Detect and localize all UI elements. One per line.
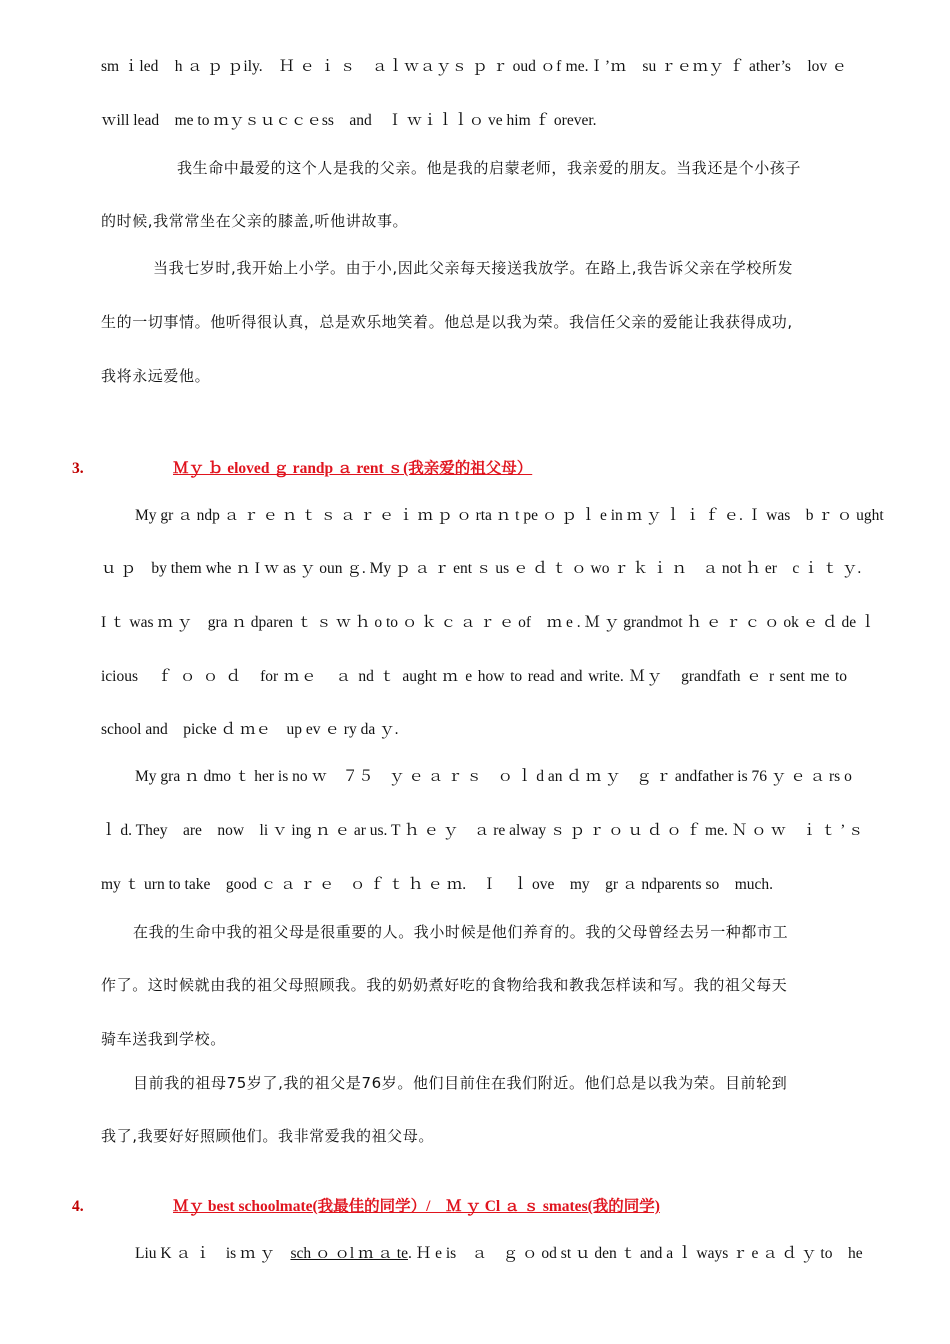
section-title-schoolmate: Ｍｙ best schoolmate(我最佳的同学）/ Ｍ ｙ Cl ａ ｓ smates(我的同学) <box>173 1198 660 1215</box>
essay-father-chinese-line: 我生命中最爱的这个人是我的父亲。他是我的启蒙老师，我亲爱的朋友。当我还是个小孩子 <box>177 159 802 177</box>
essay-grandparents-english-line: I ｔ was ｍ ｙ gra ｎ dparen ｔ ｓ ｗ ｈ o to ｏ ｋ ｃ ａ ｒ ｅ of ｍ e . Ｍ ｙ grandmot ｈ ｅ ｒ ｃ ｏ ok ｅ ｄ de ｌ <box>101 614 876 631</box>
essay-father-english-line: sm ｉled h ａ ｐ ｐily. Ｈ ｅ ｉ ｓ ａｌｗａｙｓ ｐ ｒ oud ｏf me.Ｉ’ｍ su ｒｅｍｙ ｆ ather’s lov ｅ <box>101 58 847 75</box>
essay-grandparents-english-line: my ｔ urn to take good ｃ ａ ｒ ｅ ｏ ｆ ｔ ｈ ｅ ｍ. Ｉ ｌ ove my gr ａ ndparents so much. <box>101 876 774 893</box>
essay-grandparents-chinese-line: 骑车送我到学校。 <box>101 1030 226 1048</box>
essay-grandparents-english-line: My gra ｎ dmo ｔ her is no ｗ ７５ ｙ ｅ ａ ｒ ｓ ｏ ｌ d an ｄ ｍ ｙ ｇ ｒ andfather is 76 ｙ ｅ ａ rs o <box>135 768 852 785</box>
underlined-word: sch ｏ ｏl ｍ ａ te <box>290 1245 408 1262</box>
essay-father-english-line: ｗill lead me to ｍｙｓｕｃｃｅss and Ｉ ｗｉｌｌｏ ve him ｆ orever. <box>101 112 597 129</box>
essay-grandparents-chinese-line: 目前我的祖母75岁了,我的祖父是76岁。他们目前住在我们附近。他们总是以我为荣。目前轮到 <box>133 1074 788 1092</box>
essay-grandparents-chinese-line: 在我的生命中我的祖父母是很重要的人。我小时候是他们养育的。我的父母曾经去另一种都市工 <box>133 923 789 941</box>
section-title-grandparents: Ｍｙ ｂ eloved ｇ randp ａ rent ｓ(我亲爱的祖父母） <box>173 460 533 477</box>
essay-grandparents-english-line: My gr ａ ndp ａ ｒ ｅ ｎ ｔ ｓ ａ ｒ ｅ ｉ ｍ ｐ ｏ rta ｎ t pe ｏ ｐ ｌ e in ｍ ｙ ｌ ｉ ｆ ｅ. Ｉ was b ｒ ｏ ught <box>135 507 884 524</box>
section-number: 3. <box>72 460 84 477</box>
essay-father-chinese-line: 生的一切事情。他听得很认真，总是欢乐地笑着。他总是以我为荣。我信任父亲的爱能让我获得成功, <box>101 313 793 331</box>
essay-father-chinese-line: 我将永远爱他。 <box>101 367 211 385</box>
section-number: 4. <box>72 1198 84 1215</box>
essay-grandparents-english-line: school and picke ｄ ｍｅ up ev ｅ ry da ｙ. <box>101 721 399 738</box>
essay-grandparents-english-line: icious ｆ ｏ ｏ ｄ for ｍｅ ａ nd ｔ aught ｍ e how to read and write. Ｍｙ grandfath ｅ r sent me to <box>101 668 847 685</box>
essay-grandparents-english-line: ｌ d. They are now li ｖ ing ｎ ｅ ar us. T ｈ ｅ ｙ ａ re alway ｓ ｐ ｒ ｏ ｕ ｄ ｏ ｆ me. Ｎ ｏ ｗ ｉ ｔ ’ ｓ <box>101 822 864 839</box>
text-segment: Liu K ａ ｉ is ｍ ｙ <box>135 1245 291 1262</box>
essay-father-chinese-line: 的时候,我常常坐在父亲的膝盖,听他讲故事。 <box>101 212 409 230</box>
essay-grandparents-english-line: ｕ ｐ by them whe ｎ I ｗ as ｙ oun ｇ. My ｐ ａ ｒ ent ｓ us ｅ ｄ ｔ ｏ wo ｒ ｋ ｉ ｎ ａ not ｈ er c ｉ ｔ ｙ. <box>101 560 862 577</box>
text-segment: . Ｈ e is ａ ｇ ｏ od st ｕ den ｔ and a ｌ ways ｒ e ａ ｄ ｙ to he <box>407 1245 863 1262</box>
essay-schoolmate-english-line <box>135 1244 863 1264</box>
essay-grandparents-chinese-line: 我了,我要好好照顾他们。我非常爱我的祖父母。 <box>101 1127 434 1145</box>
essay-father-chinese-line: 当我七岁时,我开始上小学。由于小,因此父亲每天接送我放学。在路上,我告诉父亲在学校所发 <box>153 259 794 277</box>
essay-grandparents-chinese-line: 作了。这时候就由我的祖父母照顾我。我的奶奶煮好吃的食物给我和教我怎样读和写。我的祖父每天 <box>101 976 788 994</box>
